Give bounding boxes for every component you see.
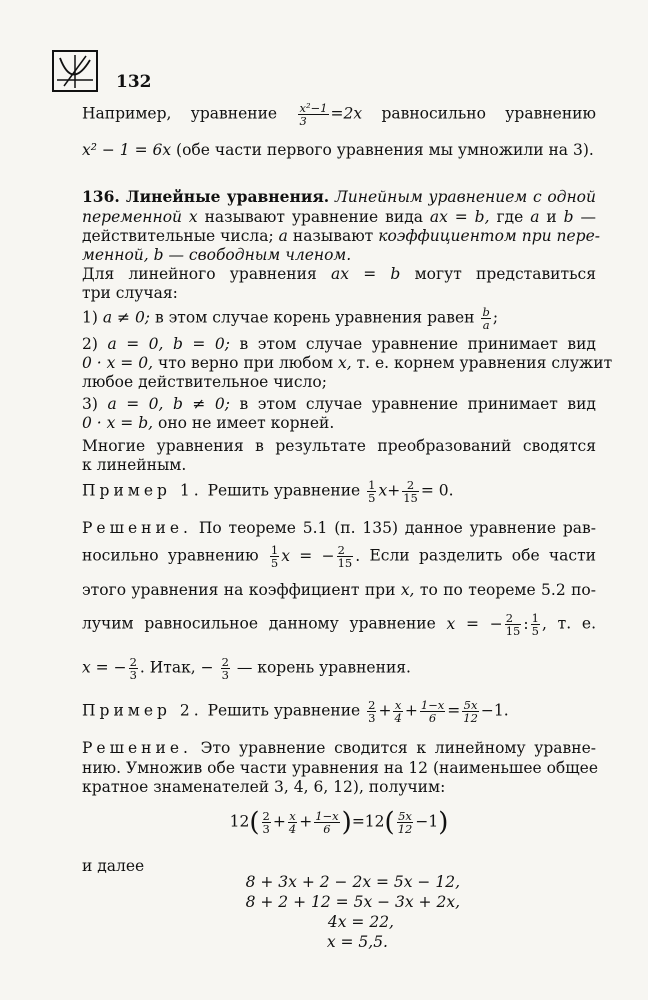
text-line: этого уравнения на коэффициент при x, то по теореме 5.2 по- <box>82 581 596 599</box>
text-line: лучим равносильное данному уравнение x = − $\frac{2}{15}$ : $\frac{1}{5}$ , т. е. <box>82 611 596 638</box>
text-line: и далее <box>82 857 145 875</box>
case-1: 1) a ≠ 0; в этом случае корень уравнения равен $\frac{b}{a}$ ; <box>82 305 499 332</box>
text-line: три случая: <box>82 284 178 302</box>
text-line: любое действительное число; <box>82 373 327 391</box>
text-line: переменной x называют уравнение вида ax = b, где a и b — <box>82 208 596 226</box>
text-line: к линейным. <box>82 456 187 474</box>
text-line: кратное знаменателей 3, 4, 6, 12), получим: <box>82 778 446 796</box>
graph-logo-icon <box>52 50 98 92</box>
text-line: Многие уравнения в результате преобразований сводятся <box>82 437 596 455</box>
case-2: 2) a = 0, b = 0; в этом случае уравнение принимает вид <box>82 335 596 353</box>
text-line: носильно уравнению $\frac{1}{5}$ x = − $\frac{2}{15}$ . Если разделить обе части <box>82 543 596 570</box>
text-line: x = − $\frac{2}{3}$ . Итак, − $\frac{2}{3}$ — корень уравнения. <box>82 655 411 682</box>
example-1: Пример 1. Решить уравнение $\frac{1}{5}$ x+ $\frac{2}{15}$ = 0. <box>82 478 454 505</box>
section-heading: 136. Линейные уравнения. Линейным уравнением с одной <box>82 187 596 206</box>
solution-1: Решение. По теореме 5.1 (п. 135) данное уравнение рав- <box>82 519 596 537</box>
text-line: Для линейного уравнения ax = b могут представиться <box>82 265 596 283</box>
text-line: Например, уравнение $\frac{\text{x²−1}}{3}$ =2x равносильно уравнению <box>82 101 596 128</box>
example-2: Пример 2. Решить уравнение $\frac{2}{3}$ + $\frac{x}{4}$ + $\frac{1-x}{6}$ = $\frac{5x}{12}$ −1. <box>82 698 509 725</box>
case-3: 3) a = 0, b ≠ 0; в этом случае уравнение принимает вид <box>82 395 596 413</box>
text-line: 0 · x = 0, что верно при любом x, т. е. корнем уравнения служит <box>82 354 613 372</box>
text-line: 0 · x = b, оно не имеет корней. <box>82 414 335 432</box>
page-number: 132 <box>116 72 152 92</box>
text-line: x² − 1 = 6x (обе части первого уравнения мы умножили на 3). <box>82 141 594 159</box>
solution-2: Решение. Это уравнение сводится к линейному уравне- <box>82 739 596 757</box>
text-line: менной, b — свободным членом. <box>82 246 352 264</box>
equation-chain: 8 + 3x + 2 − 2x = 5x − 12, 8 + 2 + 12 = 5x − 3x + 2x, 4x = 22, x = 5,5. <box>245 873 460 951</box>
text-line: действительные числа; a называют коэффициентом при пере- <box>82 227 601 245</box>
main-equation: 12( $\frac{2}{3}$ + $\frac{x}{4}$ + $\frac{1-x}{6}$ )=12( $\frac{5x}{12}$ −1) <box>229 807 449 838</box>
text-line: нию. Умножив обе части уравнения на 12 (наименьшее общее <box>82 759 599 777</box>
